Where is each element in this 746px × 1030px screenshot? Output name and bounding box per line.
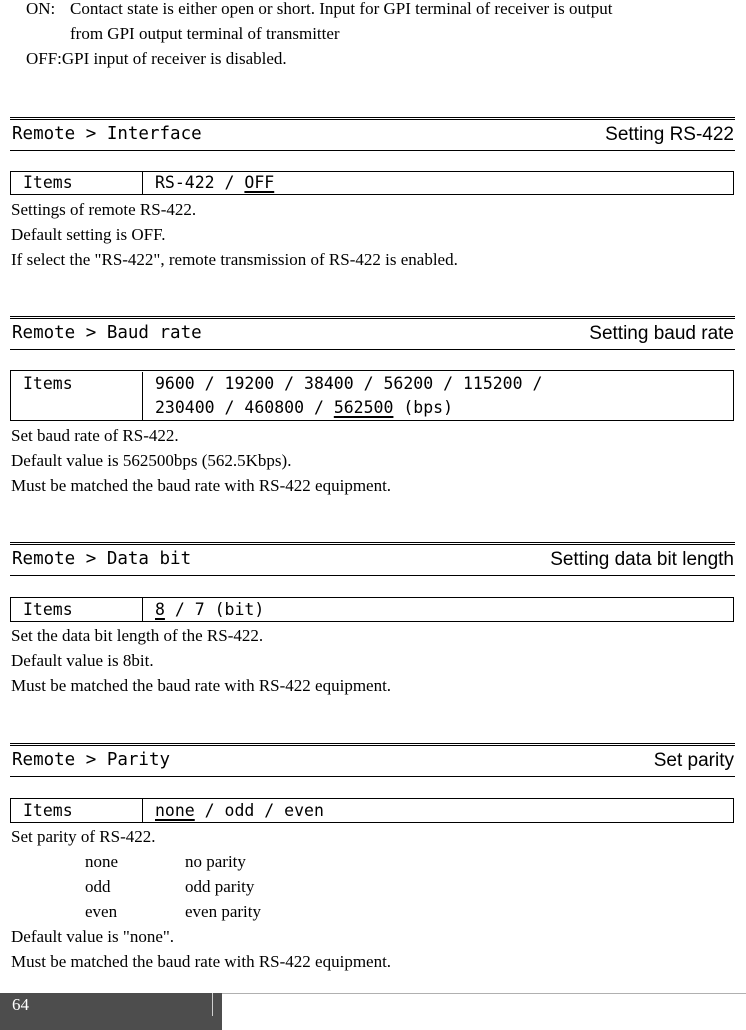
section-interface [10, 117, 735, 269]
section-description: Set baud rate of RS-422. Default value is 562500bps (562.5Kbps). Must be matched the baud rate with RS-422 equipment. [11, 426, 392, 495]
items-value: 8 / 7 (bit) [155, 600, 265, 619]
section-title: Setting RS-422 [605, 124, 734, 145]
items-row [10, 798, 734, 823]
section-header [10, 316, 735, 350]
parity-options-table [11, 849, 735, 924]
menu-path: Remote > Parity [12, 750, 171, 770]
default-option: 562500 [333, 398, 394, 417]
items-row [10, 597, 734, 622]
section-header [10, 542, 735, 576]
on-text-line-2: from GPI output terminal of transmitter [70, 24, 340, 43]
menu-path: Remote > Data bit [12, 549, 192, 569]
items-label: Items [11, 372, 143, 420]
section-data-bit [10, 542, 735, 695]
items-label: Items [11, 172, 143, 194]
section-description: Set parity of RS-422. none no parity odd odd parity even even parity Default value is "none". Must be matched the baud rate with RS-422 equipment. [11, 824, 735, 974]
default-option: 8 [155, 600, 165, 619]
section-baud-rate [10, 316, 735, 495]
gpi-onoff-description [26, 0, 742, 71]
on-text-line-1: Contact state is either open or short. Input for GPI terminal of receiver is output [70, 0, 613, 18]
items-label: Items [11, 598, 143, 621]
on-label: ON: [26, 0, 56, 18]
section-description: Settings of remote RS-422. Default setting is OFF. If select the "RS-422", remote transmission of RS-422 is enabled. [11, 200, 458, 269]
parity-option-row: none no parity [85, 852, 246, 871]
section-title: Set parity [653, 750, 734, 771]
items-value: RS-422 / OFF [155, 173, 275, 192]
parity-option-row: odd odd parity [85, 877, 255, 896]
default-option: none [155, 801, 195, 820]
section-parity [10, 743, 735, 971]
menu-path: Remote > Interface [12, 124, 202, 144]
section-description: Set the data bit length of the RS-422. Default value is 8bit. Must be matched the baud rate with RS-422 equipment. [11, 626, 392, 695]
default-option: OFF [244, 173, 275, 192]
page-footer [0, 993, 746, 1030]
off-text: OFF:GPI input of receiver is disabled. [26, 49, 287, 68]
page-number: 64 [12, 995, 29, 1014]
items-value: 9600 / 19200 / 38400 / 56200 / 115200 / 230400 / 460800 / 562500 (bps) [155, 374, 543, 417]
footer-divider [212, 993, 213, 1016]
items-row [10, 370, 734, 421]
section-title: Setting data bit length [550, 549, 734, 570]
items-label: Items [11, 799, 143, 822]
section-header [10, 117, 735, 151]
section-header [10, 743, 735, 777]
items-value: none / odd / even [155, 801, 324, 820]
footer-rule [222, 993, 746, 994]
parity-option-row: even even parity [85, 902, 261, 921]
items-row [10, 171, 734, 195]
menu-path: Remote > Baud rate [12, 323, 202, 343]
footer-bar [0, 993, 222, 1030]
section-title: Setting baud rate [589, 323, 734, 344]
